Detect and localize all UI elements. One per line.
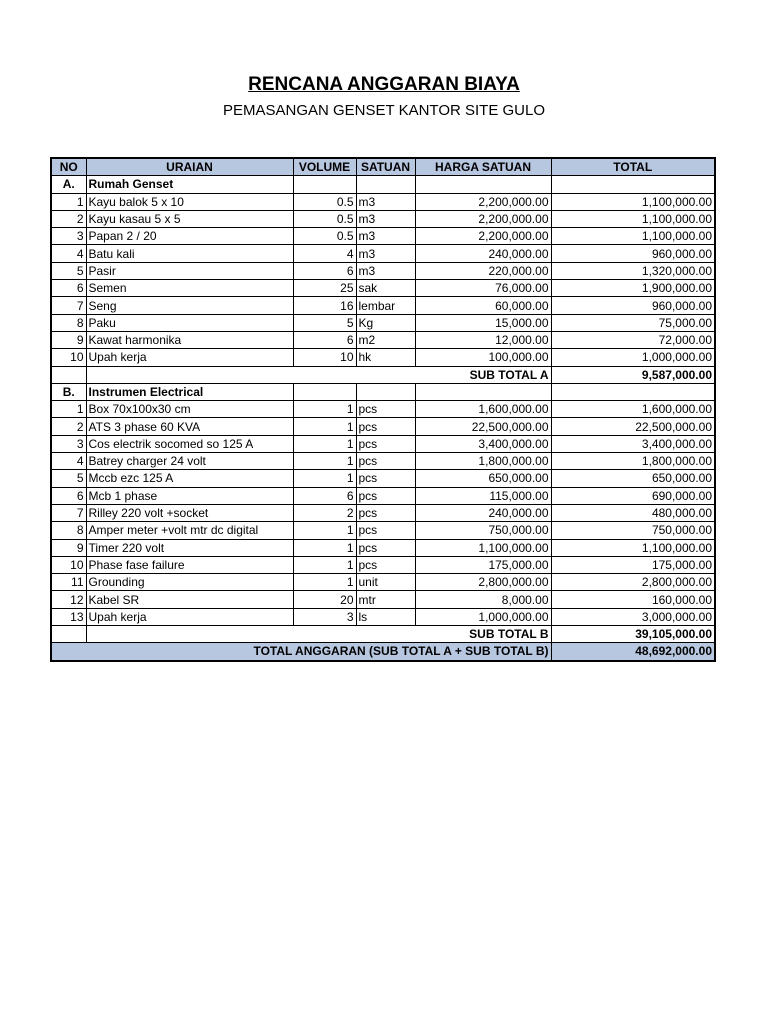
row-volume: 10 — [293, 349, 356, 366]
row-no: 5 — [51, 262, 86, 279]
empty-cell — [551, 176, 715, 193]
row-volume: 1 — [293, 453, 356, 470]
table-row — [51, 210, 715, 227]
row-harga-satuan: 2,200,000.00 — [415, 228, 551, 245]
table-row — [51, 591, 715, 608]
row-uraian: Cos electrik socomed so 125 A — [86, 435, 293, 452]
row-satuan: ls — [356, 608, 415, 625]
section-a-code: A. — [51, 176, 86, 193]
row-no: 7 — [51, 297, 86, 314]
row-satuan: pcs — [356, 401, 415, 418]
table-row — [51, 193, 715, 210]
row-uraian: Amper meter +volt mtr dc digital — [86, 522, 293, 539]
row-satuan: pcs — [356, 435, 415, 452]
row-satuan: pcs — [356, 504, 415, 521]
table-row — [51, 504, 715, 521]
row-no: 9 — [51, 539, 86, 556]
row-harga-satuan: 22,500,000.00 — [415, 418, 551, 435]
row-no: 5 — [51, 470, 86, 487]
grand-total-row — [51, 643, 715, 661]
table-row — [51, 228, 715, 245]
grand-total-label: TOTAL ANGGARAN (SUB TOTAL A + SUB TOTAL B) — [51, 643, 551, 661]
row-uraian: Rilley 220 volt +socket — [86, 504, 293, 521]
section-a-header-row — [51, 176, 715, 193]
subtotal-value-a: 9,587,000.00 — [551, 366, 715, 383]
row-satuan: hk — [356, 349, 415, 366]
row-satuan: m3 — [356, 228, 415, 245]
row-total: 72,000.00 — [551, 331, 715, 348]
row-uraian: Semen — [86, 280, 293, 297]
table-row — [51, 608, 715, 625]
row-harga-satuan: 1,100,000.00 — [415, 539, 551, 556]
row-total: 75,000.00 — [551, 314, 715, 331]
row-no: 1 — [51, 401, 86, 418]
row-satuan: pcs — [356, 556, 415, 573]
row-no: 1 — [51, 193, 86, 210]
row-harga-satuan: 60,000.00 — [415, 297, 551, 314]
row-harga-satuan: 2,200,000.00 — [415, 193, 551, 210]
subtotal-row-a — [51, 366, 715, 383]
row-volume: 16 — [293, 297, 356, 314]
row-harga-satuan: 15,000.00 — [415, 314, 551, 331]
row-volume: 5 — [293, 314, 356, 331]
row-harga-satuan: 1,600,000.00 — [415, 401, 551, 418]
row-total: 1,320,000.00 — [551, 262, 715, 279]
row-uraian: Papan 2 / 20 — [86, 228, 293, 245]
table-row — [51, 245, 715, 262]
row-volume: 6 — [293, 262, 356, 279]
row-no: 11 — [51, 574, 86, 591]
row-uraian: Phase fase failure — [86, 556, 293, 573]
row-no: 13 — [51, 608, 86, 625]
empty-cell — [415, 383, 551, 400]
row-satuan: pcs — [356, 487, 415, 504]
row-harga-satuan: 76,000.00 — [415, 280, 551, 297]
row-satuan: m3 — [356, 262, 415, 279]
table-row — [51, 574, 715, 591]
row-harga-satuan: 1,800,000.00 — [415, 453, 551, 470]
row-total: 1,900,000.00 — [551, 280, 715, 297]
empty-cell — [293, 383, 356, 400]
subtotal-label-b: SUB TOTAL B — [86, 626, 551, 643]
row-harga-satuan: 100,000.00 — [415, 349, 551, 366]
row-no: 10 — [51, 556, 86, 573]
row-uraian: Kawat harmonika — [86, 331, 293, 348]
row-no: 4 — [51, 245, 86, 262]
row-uraian: Batrey charger 24 volt — [86, 453, 293, 470]
row-total: 1,100,000.00 — [551, 228, 715, 245]
row-satuan: pcs — [356, 453, 415, 470]
table-row — [51, 487, 715, 504]
row-total: 690,000.00 — [551, 487, 715, 504]
row-harga-satuan: 750,000.00 — [415, 522, 551, 539]
row-volume: 4 — [293, 245, 356, 262]
row-total: 2,800,000.00 — [551, 574, 715, 591]
table-row — [51, 453, 715, 470]
section-b-code: B. — [51, 383, 86, 400]
table-row — [51, 262, 715, 279]
subtotal-label-a: SUB TOTAL A — [86, 366, 551, 383]
row-total: 960,000.00 — [551, 297, 715, 314]
row-volume: 2 — [293, 504, 356, 521]
row-volume: 1 — [293, 522, 356, 539]
empty-cell — [356, 176, 415, 193]
row-total: 1,800,000.00 — [551, 453, 715, 470]
row-no: 3 — [51, 435, 86, 452]
row-volume: 6 — [293, 487, 356, 504]
row-satuan: pcs — [356, 470, 415, 487]
row-total: 160,000.00 — [551, 591, 715, 608]
grand-total-value: 48,692,000.00 — [551, 643, 715, 661]
row-total: 1,100,000.00 — [551, 539, 715, 556]
row-harga-satuan: 12,000.00 — [415, 331, 551, 348]
row-volume: 1 — [293, 435, 356, 452]
subtotal-value-b: 39,105,000.00 — [551, 626, 715, 643]
row-no: 6 — [51, 280, 86, 297]
table-row — [51, 401, 715, 418]
row-volume: 0.5 — [293, 228, 356, 245]
row-satuan: m3 — [356, 210, 415, 227]
row-volume: 1 — [293, 418, 356, 435]
document-subtitle: PEMASANGAN GENSET KANTOR SITE GULO — [222, 102, 546, 119]
header-uraian: URAIAN — [86, 158, 293, 176]
header-total: TOTAL — [551, 158, 715, 176]
row-harga-satuan: 115,000.00 — [415, 487, 551, 504]
row-harga-satuan: 2,800,000.00 — [415, 574, 551, 591]
table-row — [51, 331, 715, 348]
row-uraian: ATS 3 phase 60 KVA — [86, 418, 293, 435]
subtotal-row-b — [51, 626, 715, 643]
row-harga-satuan: 1,000,000.00 — [415, 608, 551, 625]
row-satuan: lembar — [356, 297, 415, 314]
row-volume: 0.5 — [293, 193, 356, 210]
table-row — [51, 418, 715, 435]
table-row — [51, 539, 715, 556]
table-row — [51, 314, 715, 331]
row-harga-satuan: 240,000.00 — [415, 245, 551, 262]
row-no: 9 — [51, 331, 86, 348]
row-satuan: pcs — [356, 539, 415, 556]
row-uraian: Kabel SR — [86, 591, 293, 608]
row-volume: 20 — [293, 591, 356, 608]
header-harga-satuan: HARGA SATUAN — [415, 158, 551, 176]
row-harga-satuan: 650,000.00 — [415, 470, 551, 487]
row-satuan: mtr — [356, 591, 415, 608]
table-row — [51, 435, 715, 452]
row-no: 3 — [51, 228, 86, 245]
section-b-title: Instrumen Electrical — [86, 383, 293, 400]
row-no: 7 — [51, 504, 86, 521]
row-total: 1,600,000.00 — [551, 401, 715, 418]
row-uraian: Kayu balok 5 x 10 — [86, 193, 293, 210]
row-satuan: unit — [356, 574, 415, 591]
header-satuan: SATUAN — [356, 158, 415, 176]
empty-cell — [356, 383, 415, 400]
row-no: 10 — [51, 349, 86, 366]
row-harga-satuan: 240,000.00 — [415, 504, 551, 521]
empty-cell — [415, 176, 551, 193]
row-satuan: pcs — [356, 522, 415, 539]
row-uraian: Mccb ezc 125 A — [86, 470, 293, 487]
row-no: 8 — [51, 522, 86, 539]
row-no: 2 — [51, 418, 86, 435]
row-uraian: Seng — [86, 297, 293, 314]
row-total: 3,400,000.00 — [551, 435, 715, 452]
row-no: 12 — [51, 591, 86, 608]
document-title: RENCANA ANGGARAN BIAYA — [248, 74, 520, 95]
budget-table — [50, 157, 716, 662]
empty-cell — [551, 383, 715, 400]
row-volume: 1 — [293, 401, 356, 418]
row-harga-satuan: 220,000.00 — [415, 262, 551, 279]
row-harga-satuan: 8,000.00 — [415, 591, 551, 608]
row-total: 650,000.00 — [551, 470, 715, 487]
row-uraian: Timer 220 volt — [86, 539, 293, 556]
row-satuan: pcs — [356, 418, 415, 435]
table-row — [51, 556, 715, 573]
row-volume: 6 — [293, 331, 356, 348]
header-volume: VOLUME — [293, 158, 356, 176]
row-total: 1,100,000.00 — [551, 193, 715, 210]
table-row — [51, 349, 715, 366]
row-satuan: m2 — [356, 331, 415, 348]
row-uraian: Batu kali — [86, 245, 293, 262]
row-volume: 1 — [293, 539, 356, 556]
row-total: 3,000,000.00 — [551, 608, 715, 625]
empty-cell — [293, 176, 356, 193]
row-total: 1,100,000.00 — [551, 210, 715, 227]
row-volume: 3 — [293, 608, 356, 625]
row-satuan: sak — [356, 280, 415, 297]
row-satuan: m3 — [356, 193, 415, 210]
row-total: 1,000,000.00 — [551, 349, 715, 366]
row-no: 2 — [51, 210, 86, 227]
row-volume: 1 — [293, 470, 356, 487]
row-uraian: Kayu kasau 5 x 5 — [86, 210, 293, 227]
empty-cell — [51, 626, 86, 643]
row-total: 960,000.00 — [551, 245, 715, 262]
row-volume: 0.5 — [293, 210, 356, 227]
table-header-row — [51, 158, 715, 176]
row-uraian: Upah kerja — [86, 608, 293, 625]
row-no: 6 — [51, 487, 86, 504]
table-row — [51, 297, 715, 314]
row-total: 22,500,000.00 — [551, 418, 715, 435]
row-uraian: Upah kerja — [86, 349, 293, 366]
row-total: 480,000.00 — [551, 504, 715, 521]
header-no: NO — [51, 158, 86, 176]
table-row — [51, 280, 715, 297]
row-uraian: Paku — [86, 314, 293, 331]
row-satuan: m3 — [356, 245, 415, 262]
row-uraian: Box 70x100x30 cm — [86, 401, 293, 418]
row-no: 8 — [51, 314, 86, 331]
row-harga-satuan: 3,400,000.00 — [415, 435, 551, 452]
row-harga-satuan: 2,200,000.00 — [415, 210, 551, 227]
row-harga-satuan: 175,000.00 — [415, 556, 551, 573]
row-no: 4 — [51, 453, 86, 470]
row-total: 175,000.00 — [551, 556, 715, 573]
table-row — [51, 470, 715, 487]
row-volume: 25 — [293, 280, 356, 297]
row-total: 750,000.00 — [551, 522, 715, 539]
row-uraian: Mcb 1 phase — [86, 487, 293, 504]
row-volume: 1 — [293, 556, 356, 573]
section-a-title: Rumah Genset — [86, 176, 293, 193]
row-satuan: Kg — [356, 314, 415, 331]
empty-cell — [51, 366, 86, 383]
row-uraian: Grounding — [86, 574, 293, 591]
table-row — [51, 522, 715, 539]
row-uraian: Pasir — [86, 262, 293, 279]
section-b-header-row — [51, 383, 715, 400]
row-volume: 1 — [293, 574, 356, 591]
